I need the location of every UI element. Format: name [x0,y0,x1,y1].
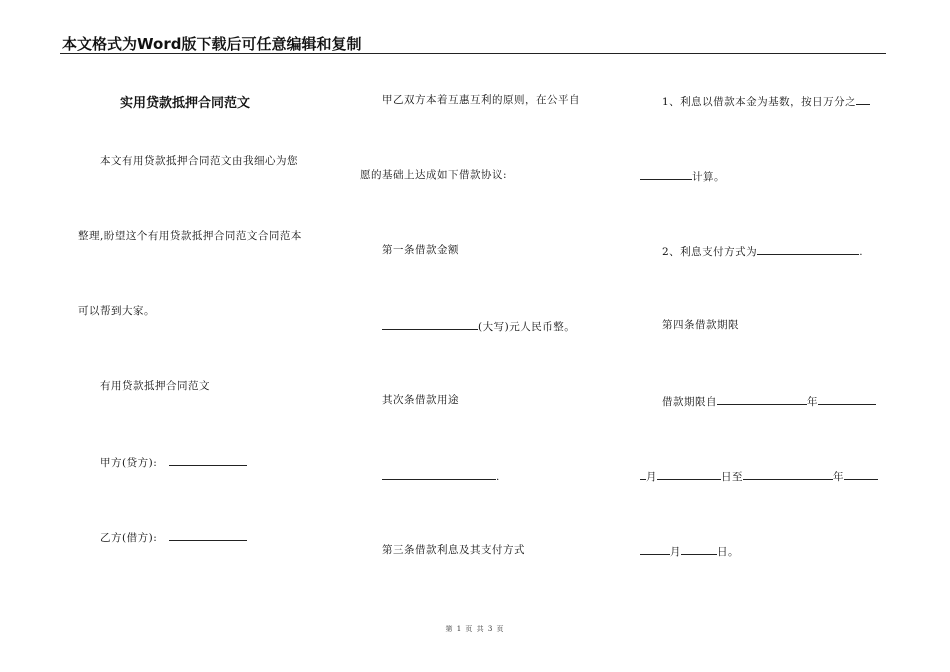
loan-purpose-row [382,468,500,484]
header-divider [60,53,886,54]
party-a-label: 甲方(贷方): [100,457,158,469]
page-header-title: 本文格式为Word版下载后可任意编辑和复制 [62,35,362,53]
term-to-label: 日至 [721,471,743,483]
interest-calc-blank [640,168,692,180]
term-end-day-blank [681,543,717,555]
term-end-year-blank [743,468,833,480]
loan-term-row-1 [662,393,876,409]
term-end-month-blank [640,543,670,555]
intro-line-3: 可以帮到大家。 [78,305,155,317]
payment-method-end: . [859,246,864,258]
intro-line-2: 整理,盼望这个有用贷款抵押合同范文合同范本 [78,230,302,242]
payment-method-blank [757,243,859,255]
payment-method-row [662,243,863,259]
preamble-line-2: 愿的基础上达成如下借款协议: [360,169,508,181]
term-from-label: 借款期限自 [662,396,717,408]
party-a-row [100,454,247,470]
interest-line-1 [662,93,870,109]
term-day-end-label: 日。 [717,546,739,558]
term-month-label-1: 月 [646,471,657,483]
interest-rate-text: 1、利息以借款本金为基数，按日万分之 [662,96,857,108]
interest-line-2 [640,168,725,184]
loan-amount-blank [382,318,478,330]
document-title: 实用贷款抵押合同范文 [120,96,251,111]
term-month-label-2: 月 [670,546,681,558]
article-4-title: 第四条借款期限 [662,319,739,331]
party-b-blank [169,529,247,541]
loan-term-row-2 [640,468,878,484]
interest-calc-suffix: 计算。 [692,171,725,183]
term-year-label-2: 年 [833,471,844,483]
interest-rate-blank [856,93,870,105]
loan-amount-row [382,318,575,334]
intro-line-1: 本文有用贷款抵押合同范文由我细心为您 [100,155,298,167]
page-indicator: 第 1 页 共 3 页 [445,625,505,633]
preamble-line-1: 甲乙双方本着互惠互利的原则，在公平自 [382,94,580,106]
term-end-month-lead-blank [844,468,878,480]
loan-term-row-3 [640,543,739,559]
term-start-month-blank [818,393,876,405]
article-2-title: 其次条借款用途 [382,394,459,406]
term-start-year-blank [717,393,807,405]
article-3-title: 第三条借款利息及其支付方式 [382,544,525,556]
term-start-day-blank [657,468,721,480]
payment-method-label: 2、利息支付方式为 [662,246,758,258]
article-1-title: 第一条借款金额 [382,244,459,256]
party-b-label: 乙方(借方): [100,532,158,544]
party-b-row [100,529,247,545]
section-subtitle: 有用贷款抵押合同范文 [100,380,210,392]
loan-amount-suffix: (大写)元人民币整。 [478,321,576,333]
party-a-blank [169,454,247,466]
term-year-label-1: 年 [807,396,818,408]
loan-purpose-end: . [496,471,500,483]
loan-purpose-blank [382,468,496,480]
